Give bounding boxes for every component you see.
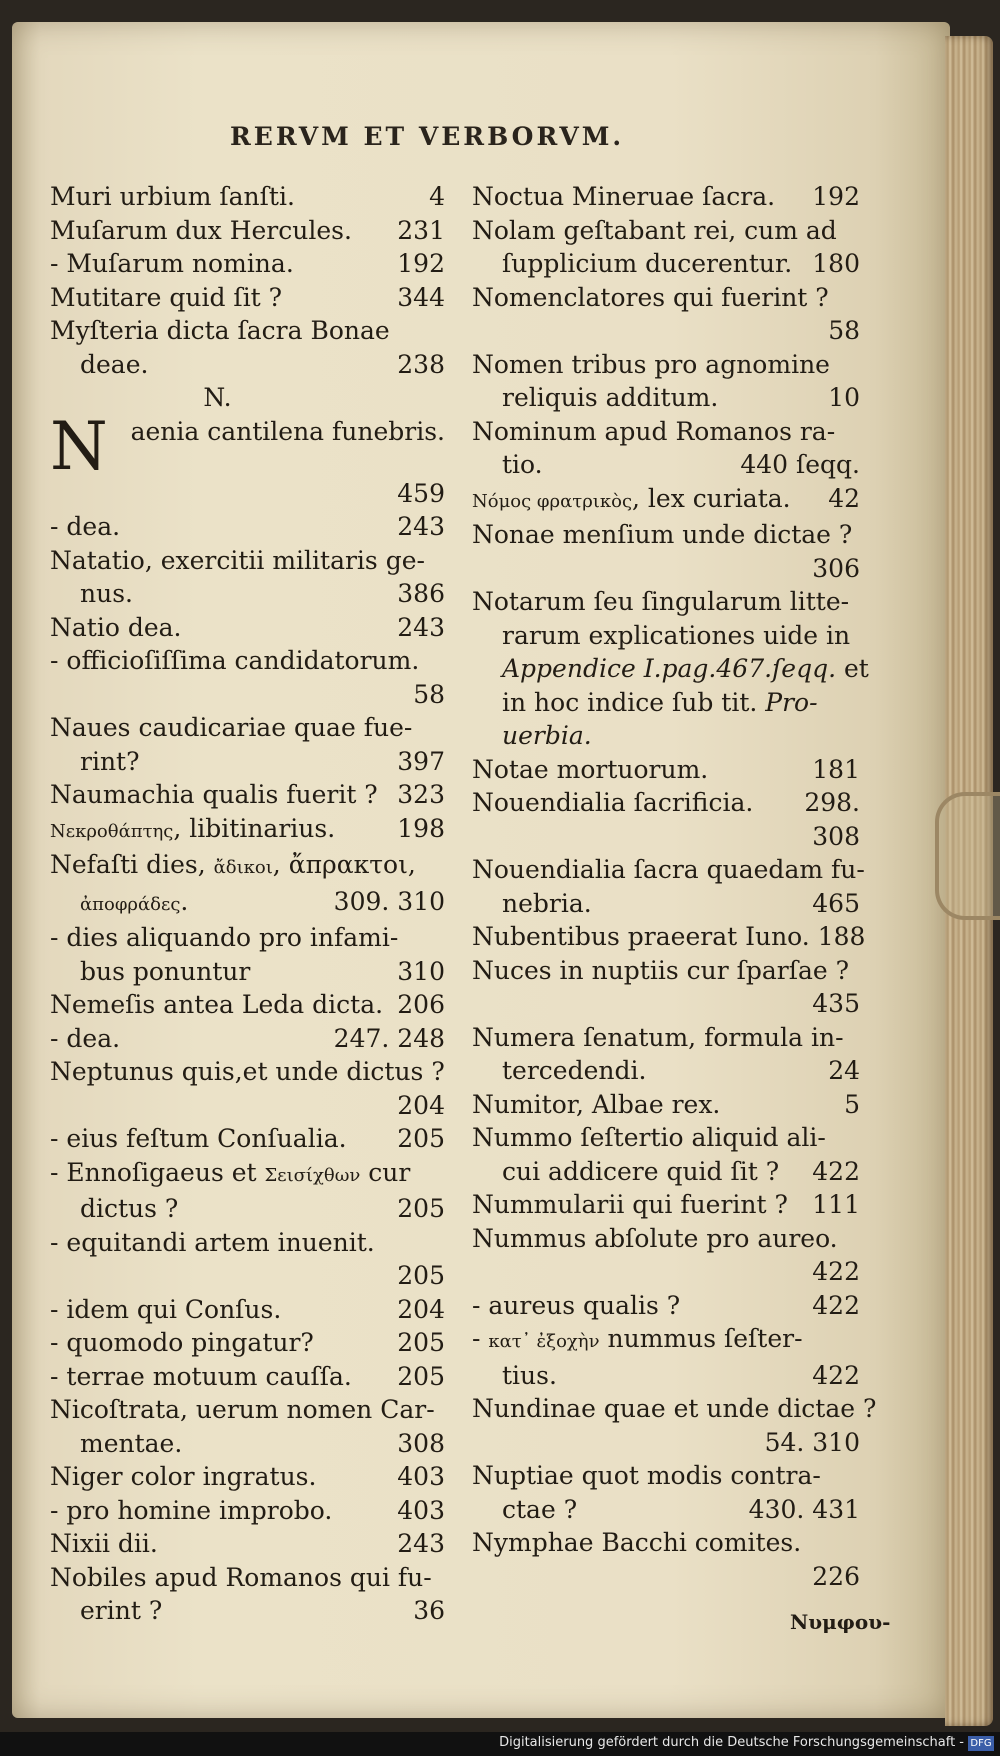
right-entry-line: - aureus qualis ? 422 [472, 1289, 860, 1323]
page-reference: 204 [397, 1294, 445, 1324]
page-reference: 323 [397, 780, 445, 809]
right-entry-line: Numitor, Albae rex. 5 [472, 1088, 860, 1122]
right-entry-line: - κατ᾽ ἐξοχὴν nummus ſeſter- [472, 1324, 803, 1353]
page-reference: 403 [397, 1495, 445, 1525]
right-entry-line: 306 [812, 553, 860, 583]
right-entry-line: Nubentibus praeerat Iuno. 188 [472, 920, 860, 954]
right-entry-line: Notarum ſeu ſingularum litte- [472, 587, 850, 616]
left-entry-line: - quomodo pingatur? 205 [50, 1326, 445, 1360]
left-entry-line: mentae. 308 [50, 1427, 445, 1461]
index-column-left [50, 180, 445, 1628]
left-entry-line: dictus ? 205 [50, 1192, 445, 1226]
left-entry-line: Naumachia qualis fuerit ? 323 [50, 778, 445, 812]
page-reference: 192 [397, 249, 445, 278]
page-reference: 231 [397, 215, 445, 245]
right-entry-line: reliquis additum. 10 [472, 381, 860, 415]
left-entry-line: Mutitare quid ſit ? 344 [50, 281, 445, 315]
page-reference: 386 [397, 579, 445, 608]
left-entry-line: ἀποφράδες. 309. 310 [50, 885, 445, 922]
drop-cap: N [50, 407, 108, 485]
right-entry-line: Nummo ſeſtertio aliquid ali- [472, 1123, 826, 1152]
page-reference: 422 [812, 1156, 860, 1186]
page-reference: 344 [397, 282, 445, 312]
page-reference: 111 [812, 1190, 860, 1219]
left-entry-line: - terrae motuum cauſſa. 205 [50, 1360, 445, 1394]
right-entry-line: Νόμος φρατρικὸς, lex curiata. 42 [472, 482, 860, 519]
page-reference: 4 [429, 182, 445, 211]
left-entry-line: Muri urbium ſanſti. 4 [50, 180, 445, 214]
index-column-right [472, 180, 877, 1593]
page-reference: 36 [413, 1596, 445, 1625]
left-entry-line: - dea. 243 [50, 510, 445, 544]
right-entry-line: Nomen tribus pro agnomine [472, 349, 830, 379]
page-reference: 440 ſeqq. [740, 450, 860, 479]
right-entry-line: 58 [828, 316, 860, 345]
left-entry-line: Nemeſis antea Leda dicta. 206 [50, 988, 445, 1022]
page-reference: 397 [397, 746, 445, 776]
page-reference: 247. 248 [333, 1023, 445, 1053]
page-reference: 205 [397, 1328, 445, 1357]
left-entry-line: Nicoſtrata, uerum nomen Car- [50, 1395, 435, 1424]
page-reference: 243 [397, 512, 445, 541]
right-entry-line: tercedendi. 24 [472, 1054, 860, 1088]
left-entry-line: Niger color ingratus. 403 [50, 1460, 445, 1494]
left-entry-line: Nobiles apud Romanos qui fu- [50, 1562, 432, 1592]
right-entry-line: tius. 422 [472, 1359, 860, 1393]
page-reference: 192 [812, 182, 860, 211]
right-entry-line: Nummularii qui fuerint ? 111 [472, 1188, 860, 1222]
page-reference: 238 [397, 349, 445, 379]
left-entry-line: rint? 397 [50, 745, 445, 779]
right-entry-line: ſupplicium ducerentur. 180 [472, 247, 860, 281]
left-entry-line: 204 [397, 1090, 445, 1120]
right-entry-line: Nuptiae quot modis contra- [472, 1461, 821, 1490]
page-reference: 180 [812, 249, 860, 278]
left-entry-line: Nefaſti dies, ἄδικοι, ἄπρακτοι, [50, 850, 416, 879]
left-entry-line: - dies aliquando pro infami- [50, 923, 399, 952]
left-entry-line: - pro homine improbo. 403 [50, 1494, 445, 1528]
catchword: Νυμφου- [790, 1610, 891, 1634]
page-reference: 205 [397, 1194, 445, 1223]
left-entry-line: deae. 238 [50, 348, 445, 382]
right-entry-line: uerbia. [502, 721, 592, 750]
right-entry-line: Nuces in nuptiis cur ſparſae ? [472, 955, 850, 985]
page-reference: 243 [397, 1529, 445, 1558]
page-reference: 5 [844, 1089, 860, 1119]
right-entry-line: Numera ſenatum, formula in- [472, 1022, 844, 1052]
right-entry-line: Nomenclatores qui fuerint ? [472, 282, 829, 312]
left-entry-line: 205 [397, 1261, 445, 1290]
page-reference: 243 [397, 612, 445, 642]
page-reference: 205 [397, 1361, 445, 1391]
page-reference: 42 [828, 483, 860, 513]
right-entry-line: 54. 310 [764, 1427, 860, 1457]
page-reference: 422 [812, 1290, 860, 1320]
left-entry-line: Natio dea. 243 [50, 611, 445, 645]
right-entry-line: ctae ? 430. 431 [472, 1493, 860, 1527]
running-header: RERVM ET VERBORVM. [230, 122, 625, 151]
left-entry-line: - idem qui Conſus. 204 [50, 1293, 445, 1327]
right-entry-line: Appendice I.pag.467.ſeqq. et [502, 654, 869, 683]
left-entry-line: erint ? 36 [50, 1594, 445, 1628]
left-entry-line: Νεκροθάπτης, libitinarius. 198 [50, 812, 445, 849]
right-entry-line: Nolam geſtabant rei, cum ad [472, 215, 837, 245]
left-entry-line: - Ennoſigaeus et Σεισίχθων cur [50, 1157, 411, 1187]
right-entry-line: cui addicere quid ſit ? 422 [472, 1155, 860, 1189]
left-entry-line: - eius feſtum Conſualia. 205 [50, 1122, 445, 1156]
book-clasp [935, 792, 1000, 920]
right-entry-line: 422 [812, 1257, 860, 1286]
page-reference: 198 [397, 813, 445, 843]
right-entry-line: tio. 440 ſeqq. [472, 448, 860, 482]
left-entry-line: N aenia cantilena funebris. [50, 407, 445, 485]
page-reference: 310 [397, 956, 445, 986]
page-reference: 309. 310 [333, 886, 445, 916]
left-entry-line: N. [203, 383, 232, 412]
footer-credit: Digitalisierung gefördert durch die Deutsche Forschungsgemeinschaft - [499, 1735, 964, 1750]
left-entry-line: - equitandi artem inuenit. [50, 1227, 375, 1257]
page-reference: 430. 431 [748, 1494, 860, 1524]
page-reference: 403 [397, 1462, 445, 1491]
page-reference: 298. [804, 788, 860, 817]
right-entry-line: 226 [812, 1561, 860, 1591]
page-reference: 24 [828, 1056, 860, 1085]
right-entry-line: Nummus abſolute pro aureo. [472, 1223, 838, 1253]
page-reference: 181 [812, 754, 860, 784]
left-entry-line: 58 [413, 679, 445, 709]
right-entry-line: in hoc indice ſub tit. Pro- [502, 687, 818, 717]
right-entry-line: Nundinae quae et unde dictae ? [472, 1394, 877, 1423]
page-reference: 422 [812, 1360, 860, 1390]
left-entry-line: Muſarum dux Hercules. 231 [50, 214, 445, 248]
left-entry-line: Neptunus quis,et unde dictus ? [50, 1057, 445, 1086]
right-entry-line: nebria. 465 [472, 887, 860, 921]
page-reference: 206 [397, 990, 445, 1019]
right-entry-line: 435 [812, 989, 860, 1018]
right-entry-line: 308 [812, 821, 860, 851]
left-entry-line: Myſteria dicta ſacra Bonae [50, 316, 390, 345]
left-entry-line: Nixii dii. 243 [50, 1527, 445, 1561]
right-entry-line: Nymphae Bacchi comites. [472, 1528, 802, 1557]
dfg-logo: DFG [968, 1736, 994, 1751]
page-reference: 10 [828, 383, 860, 412]
left-entry-line: - officioſiſſima candidatorum. [50, 646, 420, 675]
page-reference: 308 [397, 1428, 445, 1458]
page-reference: 205 [397, 1124, 445, 1153]
right-entry-line: Noctua Mineruae ſacra. 192 [472, 180, 860, 214]
left-entry-line: - Muſarum nomina. 192 [50, 247, 445, 281]
left-entry-line: Naues caudicariae quae fue- [50, 713, 413, 742]
left-entry-line: bus ponuntur 310 [50, 955, 445, 989]
right-entry-line: Nonae menſium unde dictae ? [472, 520, 853, 549]
right-entry-line: Nouendialia ſacrificia. 298. [472, 786, 860, 820]
right-entry-line: Nouendialia ſacra quaedam fu- [472, 855, 865, 884]
page-reference: 188 [817, 922, 866, 951]
left-entry-line: - dea. 247. 248 [50, 1022, 445, 1056]
left-entry-line: 459 [397, 478, 445, 508]
right-entry-line: Notae mortuorum. 181 [472, 753, 860, 787]
left-entry-line: nus. 386 [50, 577, 445, 611]
footer-bar [0, 1732, 1000, 1756]
left-entry-line: Natatio, exercitii militaris ge- [50, 545, 425, 575]
right-entry-line: rarum explicationes uide in [502, 620, 851, 650]
page-reference: 465 [812, 888, 860, 918]
right-entry-line: Nominum apud Romanos ra- [472, 416, 836, 446]
